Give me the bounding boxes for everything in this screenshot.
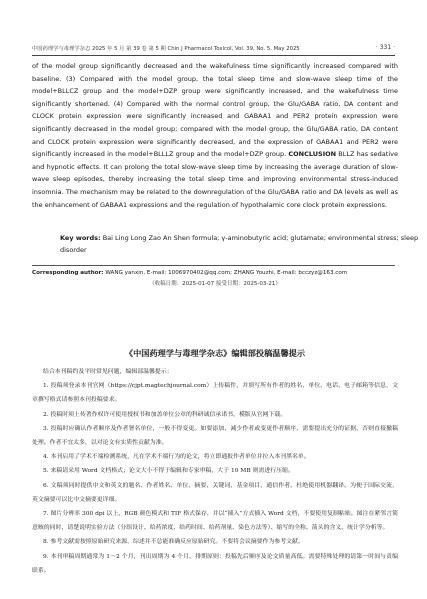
abstract-conclusion-text: BLLZ has sedative and hypnotic effects. It can prolong the total slow-wave sleep time by increasing the average duration of slow-wave sleep episodes, thereby increasing the total sleep time and improving environmental stress-induced insomnia. The mechanism may be related to the downregulation of the Glu/GABA ratio and DA levels as well as the enhancement of GABAA1 expressions and the regulation of hypothalamic core clock protein expressions.	[32, 150, 398, 209]
notice-paragraph: 6. 文稿须同时提供中文和英文的题名、作者姓名、单位、摘要、关键词、基金项目、通信作者。杜绝使用机器翻译。为便于国际交流，英文摘要可以比中文摘要更详细。	[32, 482, 398, 503]
header-divider	[32, 55, 395, 56]
notice-paragraph: 2. 投稿时须上传著作权许可使用授权书和加盖单位公章的科研诚信承诺书，模版从官网下载。	[43, 411, 287, 418]
notice-paragraph: 4. 本刊启用了学术不端检测系统，凡在学术不端行为的论文，将立即通报作者单位并拉入本刊黑名单。	[43, 454, 310, 461]
running-header-title: 中国药理学与毒理学杂志 2025 年 5 月 第 39 卷 第 5 期 Chin J Pharmacol Toxicol, Vol. 39, No. 5, May 2025	[32, 46, 300, 52]
keywords-text: Bai Ling Long Zao An Shen formula; γ-aminobutyric acid; glutamate; environmental stress; sleep disorder	[60, 234, 419, 255]
notice-paragraph: 1. 投稿须登录本刊官网（https://cjpt.magtechjournal.com）上传稿件，并填写所有作者的姓名、单位、电话、电子邮箱等信息，文章撰写格式请参照本刊投稿要求。	[32, 383, 398, 404]
english-abstract	[32, 60, 398, 211]
corresponding-author-text: WANG yanxin, E-mail: 1006970402@qq.com; ZHANG Youzhi, E-mail: bcczyz@163.com	[105, 270, 348, 276]
notice-paragraph: 结合本刊稿约及平时常见问题，编辑部温馨提示：	[43, 369, 173, 375]
received-accepted-dates: （收稿日期：2025-01-07 接受日期：2025-03-21）	[149, 281, 281, 287]
notice-paragraph: 9. 本刊审稿周期通常为 1～2 个月，刊出周期为 4 个月，排期原则：投稿先后顺序及论文质量高低。需要特殊处理的请第一时间与责编联系。	[32, 553, 398, 574]
notice-title: 《中国药理学与毒理学杂志》编辑部投稿温馨提示	[124, 348, 306, 358]
submission-notice	[32, 365, 398, 578]
notice-paragraph: 7. 图片分辨率 300 dpi 以上，RGB 颜色模式和 TIF 格式保存，并以“插入”方式插入 Word 文档，不要使用复制粘贴。图注在紧邻言简意赅的同时，请楚说明实验方法（分组设计、给药浓度、给药时间、给药剂量、染色方法等）、缩写的全称、箭头的含义、统计学分析等。	[32, 511, 398, 532]
abstract-results-text: of the model group significantly decreased and the wakefulness time significantly increased compared with baseline. (3) Compared with the model group, the total sleep time and slow-wave sleep time of the model+BLLCZ group and the model+DZP group were significantly increased, and the wakefulness time significantly shortened. (4) Compared with the normal control group, the Glu/GABA ratio, DA content and CLOCK protein expression were significantly increased and GABAA1 and PER2 protein expression were significantly decreased in the model group; compared with the model group, the Glu/GABA ratio, DA content and CLOCK protein expression were significantly decreased, and the expression of GABAA1 and PER2 were significantly increased in the model+BLLLZ group and the model+DZP group.	[32, 62, 398, 159]
corresponding-author-label: Corresponding author:	[32, 270, 104, 276]
page-number: · 331 ·	[375, 44, 395, 51]
keywords	[32, 232, 426, 256]
notice-paragraph: 5. 来稿请采用 Word 文档格式；论文大小不得于编辑和专家审稿，大于 10 MB 则需进行压缩。	[43, 468, 294, 475]
corresponding-author	[32, 268, 398, 278]
conclusion-label: CONCLUSION	[288, 150, 337, 159]
keywords-label: Key words:	[60, 234, 101, 242]
notice-paragraph: 8. 参考文献需按照原始研究来源，综述并不总能准确反应原始研究。不要将会议摘要作为参考文献。	[43, 539, 304, 546]
notice-paragraph: 3. 投稿时应确认作者顺序及作者署名单位，一般不得变更。如要添加、减少作者或变更作者顺序，需要提出充分的证据，否则直接撤稿处理。作者不宜太多，以对论文有实质性贡献为准。	[32, 425, 398, 447]
section-divider	[32, 265, 395, 266]
